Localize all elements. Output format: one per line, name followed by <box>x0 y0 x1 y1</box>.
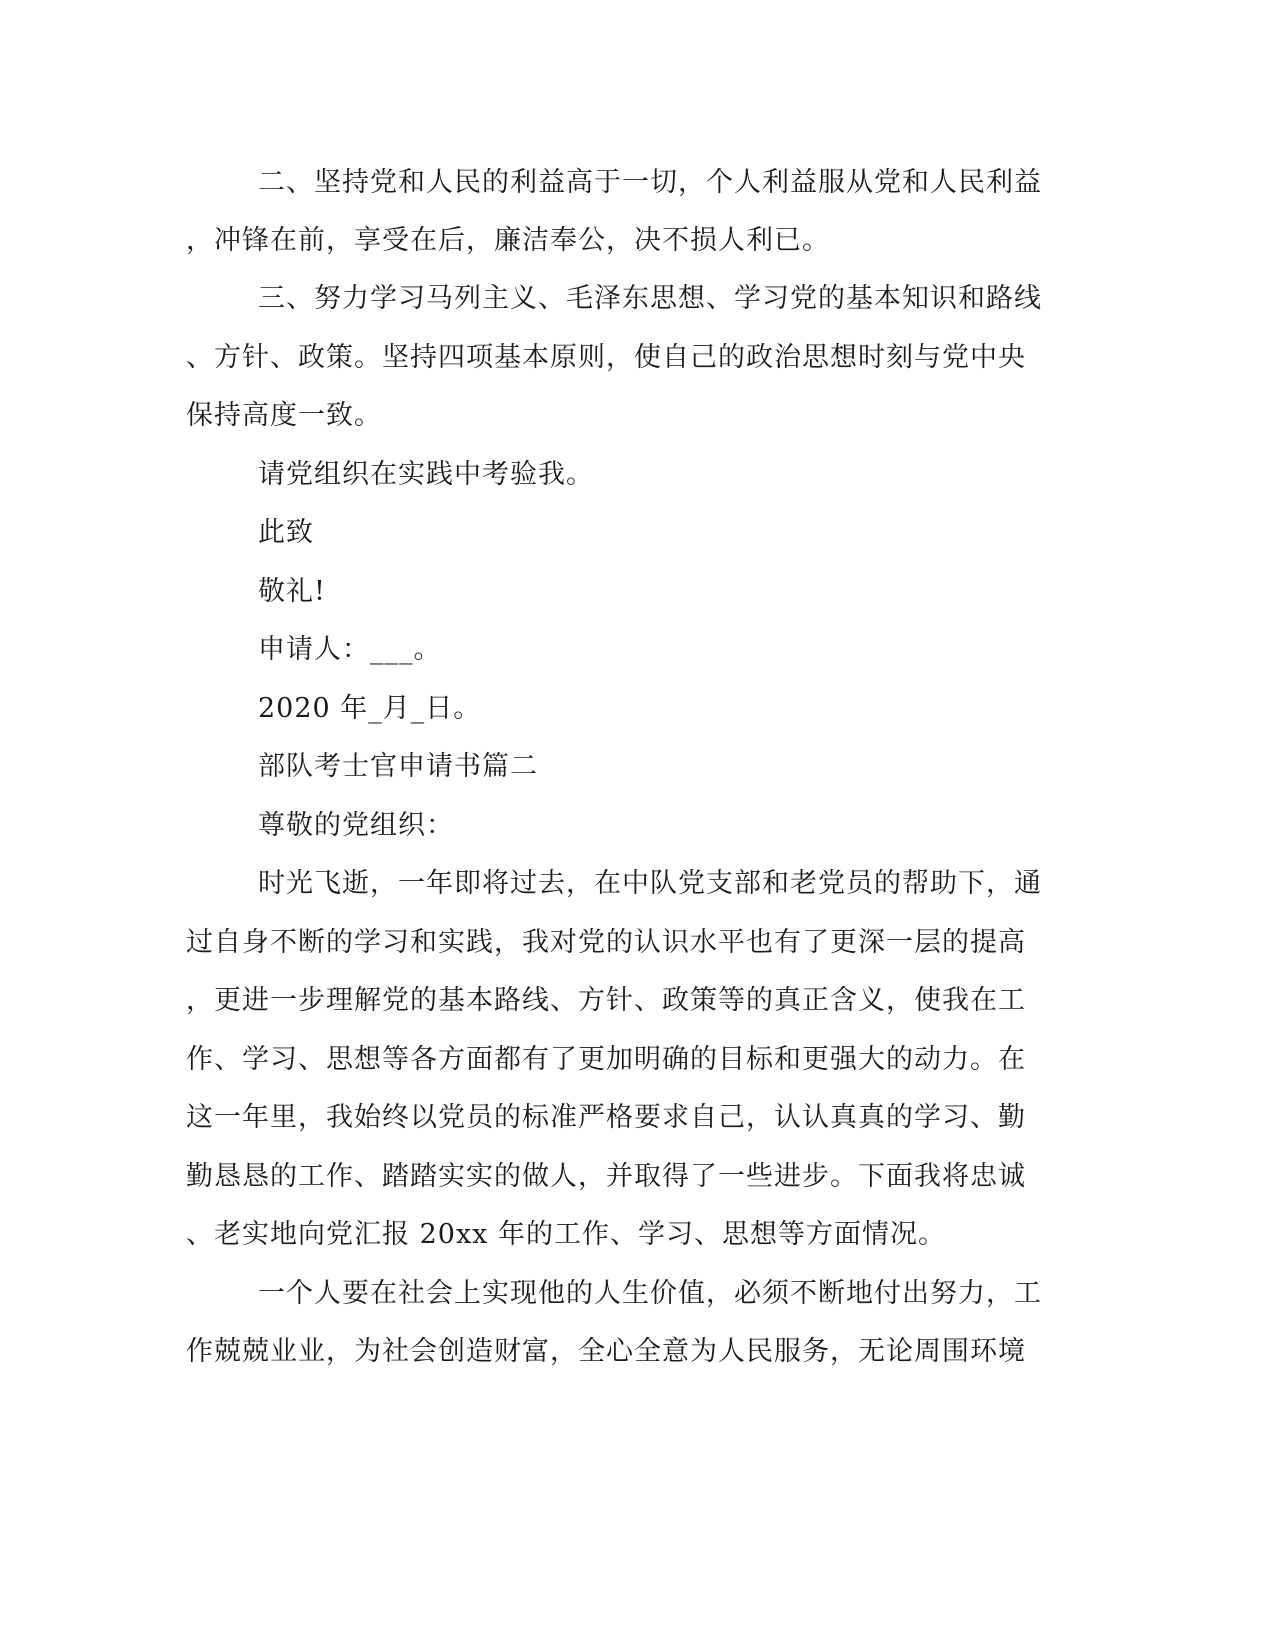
paragraph-line: ，冲锋在前，享受在后，廉洁奉公，决不损人利已。 <box>186 225 830 256</box>
section-heading: 部队考士官申请书篇二 <box>258 751 538 782</box>
paragraph-line: 、老实地向党汇报 20xx 年的工作、学习、思想等方面情况。 <box>186 1219 946 1250</box>
paragraph-line: 过自身不断的学习和实践，我对党的认识水平也有了更深一层的提高 <box>186 927 1026 958</box>
paragraph-line: ，更进一步理解党的基本路线、方针、政策等的真正含义，使我在工 <box>186 985 1026 1016</box>
paragraph-line: 时光飞逝，一年即将过去，在中队党支部和老党员的帮助下，通 <box>258 868 1042 899</box>
paragraph-line: 这一年里，我始终以党员的标准严格要求自己，认认真真的学习、勤 <box>186 1102 1026 1133</box>
paragraph-line: 三、努力学习马列主义、毛泽东思想、学习党的基本知识和路线 <box>258 283 1042 314</box>
salutation-line: 尊敬的党组织： <box>258 810 454 841</box>
date-line: 2020 年_月_日。 <box>258 693 482 724</box>
applicant-line: 申请人：___。 <box>258 634 442 665</box>
paragraph-line: 、方针、政策。坚持四项基本原则，使自己的政治思想时刻与党中央 <box>186 342 1026 373</box>
paragraph-line: 请党组织在实践中考验我。 <box>258 459 594 490</box>
paragraph-line: 作兢兢业业，为社会创造财富，全心全意为人民服务，无论周围环境 <box>186 1336 1026 1367</box>
paragraph-line: 保持高度一致。 <box>186 400 382 431</box>
closing-line: 此致 <box>258 517 314 548</box>
paragraph-line: 作、学习、思想等各方面都有了更加明确的目标和更强大的动力。在 <box>186 1044 1026 1075</box>
paragraph-line: 勤恳恳的工作、踏踏实实的做人，并取得了一些进步。下面我将忠诚 <box>186 1161 1026 1192</box>
paragraph-line: 二、坚持党和人民的利益高于一切，个人利益服从党和人民利益 <box>258 167 1042 198</box>
closing-line: 敬礼! <box>258 576 326 607</box>
paragraph-line: 一个人要在社会上实现他的人生价值，必须不断地付出努力，工 <box>258 1278 1042 1309</box>
